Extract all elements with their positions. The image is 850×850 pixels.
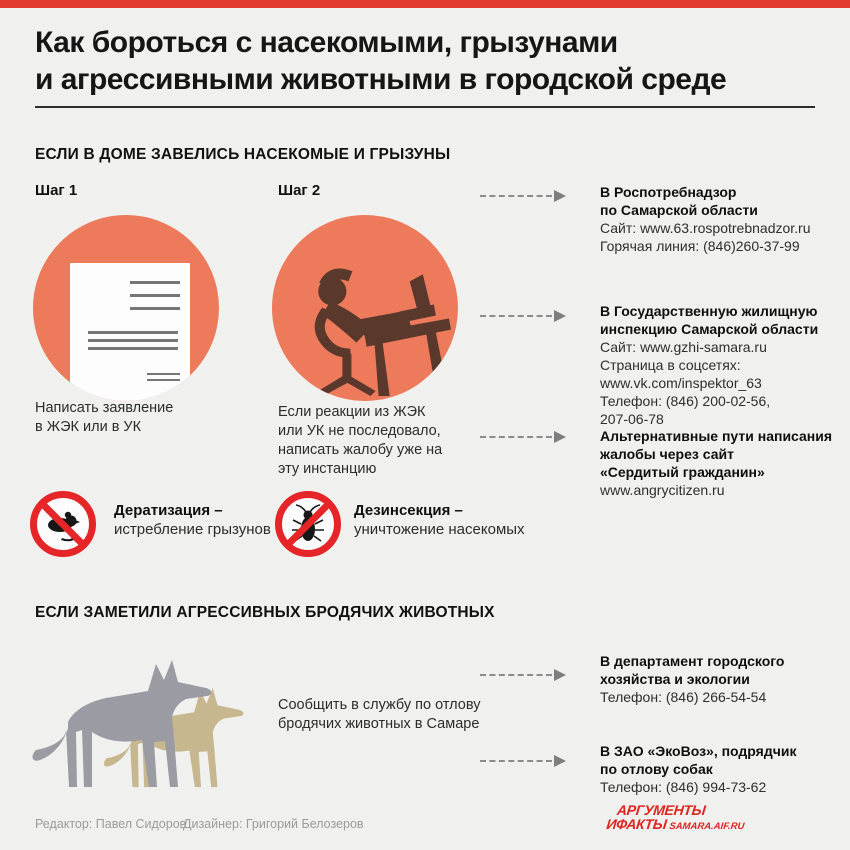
- step1-label: Шаг 1: [35, 182, 78, 199]
- stray-dogs-icon: [30, 642, 245, 794]
- step2-caption-line: Если реакции из ЖЭК: [278, 404, 426, 420]
- contact-info-line: Телефон: (846) 994-73-62: [600, 779, 767, 795]
- contact-title-line: В Роспотребнадзор: [600, 184, 737, 200]
- contact-info-line: Сайт: www.gzhi-samara.ru: [600, 339, 767, 355]
- deratization-definition: [114, 501, 271, 539]
- section1-heading: ЕСЛИ В ДОМЕ ЗАВЕЛИСЬ НАСЕКОМЫЕ И ГРЫЗУНЫ: [35, 146, 451, 163]
- step2-caption-line: написать жалобу уже на: [278, 442, 443, 458]
- aif-logo-line2: ИФАКТЫ: [605, 816, 668, 832]
- contact-title-line: жалобы через сайт: [600, 446, 734, 462]
- contact-title-line: В Государственную жилищную: [600, 303, 818, 319]
- contact-title-line: В департамент городского: [600, 653, 785, 669]
- person-relaxing-at-desk-icon: [272, 215, 458, 401]
- aif-logo-site: SAMARA.AIF.RU: [668, 821, 745, 832]
- contact-info-line: 207-06-78: [600, 411, 664, 427]
- definition-term: Дезинсекция –: [354, 502, 463, 519]
- contact-title-line: Альтернативные пути написания: [600, 428, 833, 444]
- dashed-arrow: [480, 315, 552, 317]
- person-at-desk-silhouette: [272, 215, 458, 401]
- no-rodents-icon: [30, 491, 96, 557]
- contact-angrycitizen: [600, 427, 836, 499]
- designer-credit: Дизайнер: Григорий Белозеров: [183, 817, 364, 831]
- section2-caption: [278, 696, 480, 734]
- definition-description: уничтожение насекомых: [354, 521, 525, 538]
- step1-caption-line: Написать заявление: [35, 400, 174, 416]
- contact-title-line: «Сердитый гражданин»: [600, 464, 765, 480]
- no-insects-icon: [275, 491, 341, 557]
- paper-sheet: [70, 263, 190, 401]
- aif-logo: [605, 802, 746, 834]
- section2-heading: ЕСЛИ ЗАМЕТИЛИ АГРЕССИВНЫХ БРОДЯЧИХ ЖИВОТНЫХ: [35, 604, 495, 621]
- aif-logo-line1: АРГУМЕНТЫ: [616, 802, 707, 818]
- step2-caption-line: эту инстанцию: [278, 461, 377, 477]
- contact-info-line: Телефон: (846) 266-54-54: [600, 689, 767, 705]
- contact-title-line: инспекцию Самарской области: [600, 321, 819, 337]
- section2-caption-line: Сообщить в службу по отлову: [278, 697, 481, 713]
- contact-info-line: Телефон: (846) 200-02-56,: [600, 393, 771, 409]
- contact-info-line: www.vk.com/inspektor_63: [600, 375, 762, 391]
- section2-caption-line: бродячих животных в Самаре: [278, 716, 480, 732]
- dashed-arrow: [480, 760, 552, 762]
- contact-title-line: по отлову собак: [600, 761, 713, 777]
- top-accent-bar: [0, 0, 850, 8]
- contact-info-line: Горячая линия: (846)260-37-99: [600, 238, 800, 254]
- step1-caption-line: в ЖЭК или в УК: [35, 419, 142, 435]
- definition-description: истребление грызунов: [114, 521, 271, 538]
- page-title-line2: и агрессивными животными в городской среде: [35, 63, 727, 96]
- contact-rospotrebnadzor: [600, 183, 836, 255]
- step1-caption: [35, 399, 173, 437]
- step2-label: Шаг 2: [278, 182, 321, 199]
- contact-ecovoz: [600, 742, 836, 796]
- contact-title-line: хозяйства и экологии: [600, 671, 750, 687]
- dashed-arrow: [480, 195, 552, 197]
- contact-housing-inspection: [600, 302, 836, 428]
- step2-caption: [278, 403, 442, 479]
- title-divider: [35, 106, 815, 108]
- contact-info-line: Страница в соцсетях:: [600, 357, 741, 373]
- contact-title-line: по Самарской области: [600, 202, 758, 218]
- definition-term: Дератизация –: [114, 502, 223, 519]
- editor-credit: Редактор: Павел Сидоров: [35, 817, 187, 831]
- contact-info-line: Сайт: www.63.rospotrebnadzor.ru: [600, 220, 811, 236]
- page-title: [35, 24, 726, 98]
- dashed-arrow: [480, 436, 552, 438]
- contact-city-department: [600, 652, 836, 706]
- document-icon: [33, 215, 219, 401]
- step2-caption-line: или УК не последовало,: [278, 423, 441, 439]
- dashed-arrow: [480, 674, 552, 676]
- page-title-line1: Как бороться с насекомыми, грызунами: [35, 26, 618, 59]
- disinsection-definition: [354, 501, 525, 539]
- contact-title-line: В ЗАО «ЭкоВоз», подрядчик: [600, 743, 797, 759]
- contact-info-line: www.angrycitizen.ru: [600, 482, 725, 498]
